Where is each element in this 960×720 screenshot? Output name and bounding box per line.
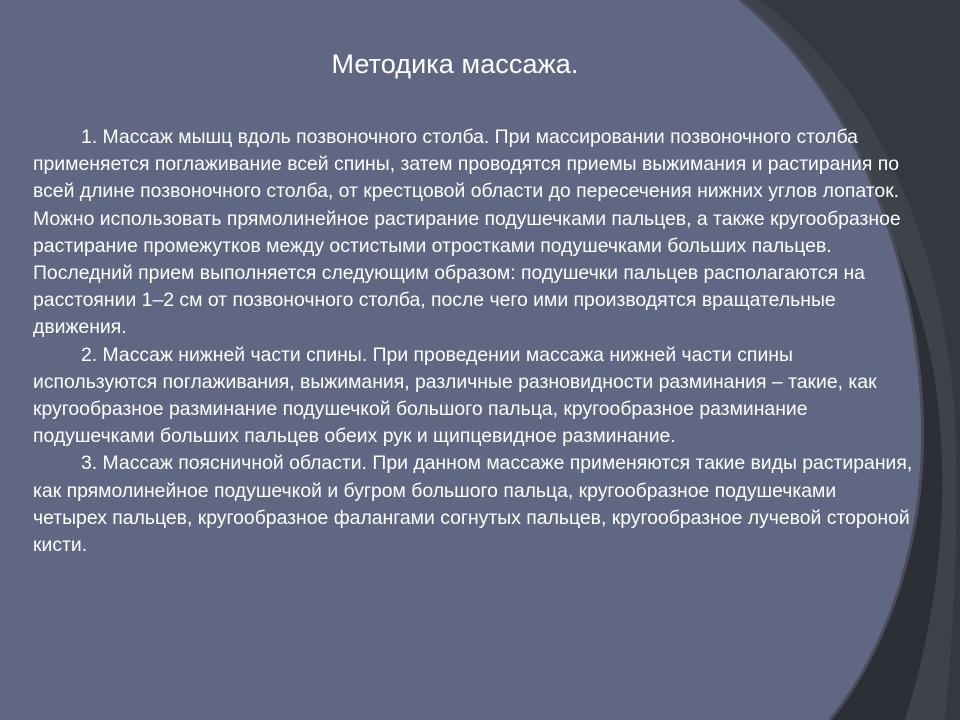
paragraph-2: 2. Массаж нижней части спины. При проведении массажа нижней части спины используются поглаживания, выжимания, различные разновидности разминания – такие, как кругообразное разминание подушечкой большого пальца, кругообразное разминание подушечками больших пальцев обеих рук и щипцевидное разминание. <box>33 343 877 448</box>
slide-title: Методика массажа. <box>331 49 579 79</box>
paragraph-3: 3. Массаж поясничной области. При данном массаже применяются такие виды растирания, как прямолинейное подушечкой и бугром большого пальца, кругообразное подушечками четырех пальцев, кругообразное фалангами согнутых пальцев, кругообразное лучевой стороной кисти. <box>33 452 913 557</box>
paragraph-1: 1. Массаж мышц вдоль позвоночного столба. При массировании позвоночного столба применяется поглаживание всей спины, затем проводятся приемы выжимания и растирания по всей длине позвоночного столба, от крестцовой области до пересечения нижних углов лопаток. Можно использовать прямолинейное растирание подушечками пальцев, а также кругообразное растирание промежутков между остистыми отростками подушечками больших пальцев. Последний прием выполняется следующим образом: подушечки пальцев располагаются на расстоянии 1–2 см от позвоночного столба, после чего ими производятся вращательные движения. <box>33 126 901 339</box>
slide-body <box>33 124 913 559</box>
